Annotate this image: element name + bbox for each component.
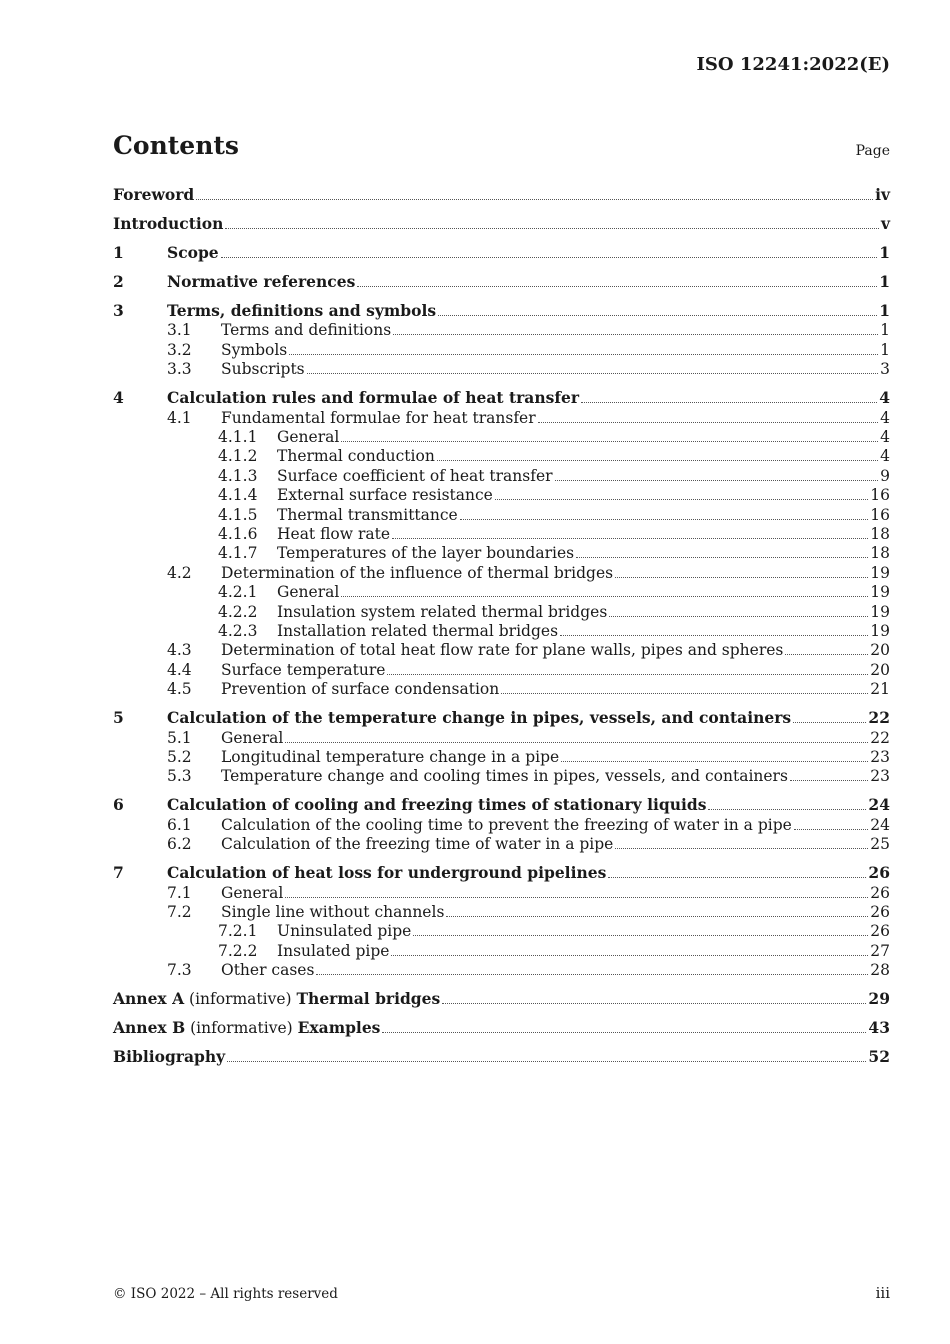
toc-entry-title: Bibliography xyxy=(113,1047,226,1067)
toc-entry-title: Calculation of the cooling time to prevent the freezing of water in a pipe xyxy=(221,815,792,834)
toc-entry[interactable] xyxy=(113,920,890,940)
toc-entry-title: Symbols xyxy=(221,340,288,359)
toc-dot-leader xyxy=(560,635,868,636)
toc-entry-title: Calculation of the freezing time of water in a pipe xyxy=(221,835,614,854)
toc-entry-page: 1 xyxy=(879,243,890,262)
toc-entry-title: Terms, definitions and symbols xyxy=(167,301,437,320)
page-header-doc-id: ISO 12241:2022(E) xyxy=(696,54,890,75)
toc-entry-page: 23 xyxy=(870,767,890,786)
toc-entry-page: 28 xyxy=(870,961,890,980)
toc-entry[interactable] xyxy=(113,562,890,582)
toc-entry-number: 5.2 xyxy=(167,748,192,766)
toc-entry-number: 4.3 xyxy=(167,641,192,660)
toc-dot-leader xyxy=(357,286,877,287)
toc-entry-title: Temperature change and cooling times in pipes, vessels, and containers xyxy=(221,767,788,786)
toc-entry[interactable] xyxy=(113,901,890,921)
toc-entry-title: Subscripts xyxy=(221,360,305,379)
toc-entry-title: Calculation rules and formulae of heat transfer xyxy=(167,388,580,408)
toc-dot-leader xyxy=(608,877,866,878)
toc-entry-number: 5 xyxy=(113,708,124,728)
toc-entry-page: 23 xyxy=(870,748,890,766)
toc-entry[interactable] xyxy=(113,727,890,747)
toc-dot-leader xyxy=(561,761,868,762)
toc-entry-page: 22 xyxy=(868,708,890,728)
toc-entry-page: 19 xyxy=(870,602,890,621)
toc-entry[interactable] xyxy=(113,707,890,727)
toc-dot-leader xyxy=(307,373,878,374)
toc-entry-page: 4 xyxy=(880,447,890,466)
toc-entry-page: 26 xyxy=(870,903,890,921)
toc-entry-page: 16 xyxy=(870,505,890,524)
toc-entry-page: 9 xyxy=(880,466,890,485)
toc-entry-title: Normative references xyxy=(167,272,356,291)
toc-entry[interactable] xyxy=(113,678,890,698)
toc-entry[interactable] xyxy=(113,639,890,659)
toc-dot-leader xyxy=(615,848,868,849)
toc-entry-title: Calculation of cooling and freezing times of stationary liquids xyxy=(167,795,707,815)
page-column-label: Page xyxy=(855,143,890,159)
toc-entry-number: 5.1 xyxy=(167,728,192,747)
toc-entry-title: Single line without channels xyxy=(221,903,445,921)
toc-entry-number: 4.2 xyxy=(167,563,192,582)
toc-entry-title: Calculation of the temperature change in pipes, vessels, and containers xyxy=(167,708,792,728)
toc-entry-number: 4.5 xyxy=(167,680,192,699)
toc-entry-number: 3.2 xyxy=(167,340,192,359)
toc-entry[interactable] xyxy=(113,339,890,359)
toc-entry[interactable] xyxy=(113,601,890,621)
toc-entry-page: 19 xyxy=(870,563,890,582)
toc-entry[interactable] xyxy=(113,484,890,504)
toc-dot-leader xyxy=(285,742,868,743)
toc-dot-leader xyxy=(391,955,868,956)
toc-entry[interactable] xyxy=(113,940,890,960)
toc-entry[interactable] xyxy=(113,862,890,882)
toc-dot-leader xyxy=(501,693,868,694)
toc-entry-title: Insulated pipe xyxy=(277,941,390,960)
toc-entry-page: 19 xyxy=(870,622,890,640)
toc-entry-page: 20 xyxy=(870,660,890,679)
toc-entry-title: Surface temperature xyxy=(221,660,386,679)
toc-entry[interactable] xyxy=(113,1046,890,1066)
footer-page-number: iii xyxy=(875,1284,890,1302)
toc-dot-leader xyxy=(341,596,868,597)
toc-entry-page: 52 xyxy=(868,1047,890,1067)
toc-entry[interactable] xyxy=(113,465,890,485)
toc-entry-number: 4.1.6 xyxy=(218,525,258,543)
toc-entry-title: Installation related thermal bridges xyxy=(277,622,559,640)
toc-entry[interactable] xyxy=(113,988,890,1008)
toc-entry[interactable] xyxy=(113,882,890,902)
toc-entry[interactable] xyxy=(113,620,890,640)
toc-entry[interactable] xyxy=(113,765,890,785)
toc-dot-leader xyxy=(437,460,878,461)
toc-entry-number: 4 xyxy=(113,388,124,408)
toc-dot-leader xyxy=(790,780,868,781)
toc-entry-title: Surface coefficient of heat transfer xyxy=(277,466,553,485)
toc-entry-number: 6 xyxy=(113,795,124,815)
toc-entry-number: 4.1.5 xyxy=(218,505,258,524)
toc-entry[interactable] xyxy=(113,184,890,204)
toc-entry-number: 6.2 xyxy=(167,835,192,854)
toc-entry-title: Annex B (informative) Examples xyxy=(113,1018,381,1038)
toc-entry[interactable] xyxy=(113,814,890,834)
toc-entry-page: 43 xyxy=(868,1018,890,1038)
toc-dot-leader xyxy=(382,1032,866,1033)
toc-entry-page: 27 xyxy=(870,941,890,960)
toc-dot-leader xyxy=(793,722,866,723)
toc-entry-page: 21 xyxy=(870,680,890,699)
toc-entry-title: Terms and definitions xyxy=(221,321,392,340)
toc-entry[interactable] xyxy=(113,387,890,407)
toc-entry-page: 4 xyxy=(880,408,890,427)
toc-dot-leader xyxy=(316,974,868,975)
toc-dot-leader xyxy=(393,334,878,335)
toc-entry-title: General xyxy=(277,583,340,602)
toc-entry[interactable] xyxy=(113,271,890,291)
toc-entry-page: 24 xyxy=(868,795,890,815)
toc-entry-number: 4.2.1 xyxy=(218,583,258,602)
toc-entry-title: Annex A (informative) Thermal bridges xyxy=(113,989,441,1009)
toc-entry-page: 3 xyxy=(880,360,890,379)
toc-entry-page: 26 xyxy=(870,922,890,941)
toc-entry-page: 20 xyxy=(870,641,890,660)
toc-dot-leader xyxy=(708,809,866,810)
toc-entry-number: 4.2.2 xyxy=(218,602,258,621)
toc-entry[interactable] xyxy=(113,523,890,543)
toc-entry-number: 4.2.3 xyxy=(218,622,258,640)
toc-entry-page: 4 xyxy=(879,388,890,408)
toc-entry[interactable] xyxy=(113,746,890,766)
toc-entry-title: Temperatures of the layer boundaries xyxy=(277,544,575,563)
toc-dot-leader xyxy=(495,499,868,500)
toc-entry-page: 18 xyxy=(870,525,890,543)
toc-entry-title: Insulation system related thermal bridges xyxy=(277,602,608,621)
toc-entry-page: 26 xyxy=(868,863,890,883)
toc-entry-page: 29 xyxy=(868,989,890,1009)
toc-entry-number: 7.3 xyxy=(167,961,192,980)
toc-entry-number: 6.1 xyxy=(167,815,192,834)
toc-dot-leader xyxy=(615,577,868,578)
toc-entry-page: 26 xyxy=(870,883,890,902)
toc-entry-number: 4.1.1 xyxy=(218,428,258,446)
toc-entry-number: 4.1.2 xyxy=(218,447,258,466)
toc-entry[interactable] xyxy=(113,242,890,262)
toc-entry-title: External surface resistance xyxy=(277,486,493,505)
toc-entry-page: 18 xyxy=(870,544,890,563)
toc-dot-leader xyxy=(341,441,878,442)
toc-entry-title: Scope xyxy=(167,243,219,262)
toc-entry[interactable] xyxy=(113,1017,890,1037)
toc-entry-page: 24 xyxy=(870,815,890,834)
toc-entry-title: General xyxy=(221,728,284,747)
toc-dot-leader xyxy=(609,616,868,617)
toc-entry-number: 4.4 xyxy=(167,660,192,679)
toc-entry[interactable] xyxy=(113,581,890,601)
toc-entry[interactable] xyxy=(113,794,890,814)
toc-dot-leader xyxy=(446,916,868,917)
toc-dot-leader xyxy=(225,228,879,229)
toc-entry-page: 1 xyxy=(879,301,890,320)
toc-entry-title: Heat flow rate xyxy=(277,525,391,543)
toc-entry-number: 2 xyxy=(113,272,124,291)
toc-entry-number: 4.1.3 xyxy=(218,466,258,485)
toc-dot-leader xyxy=(438,315,877,316)
toc-entry-title: General xyxy=(277,428,340,446)
toc-entry-title: Uninsulated pipe xyxy=(277,922,412,941)
toc-entry[interactable] xyxy=(113,445,890,465)
toc-entry[interactable] xyxy=(113,959,890,979)
toc-entry-page: iv xyxy=(875,185,890,204)
toc-entry-number: 3.3 xyxy=(167,360,192,379)
toc-entry-page: 4 xyxy=(880,428,890,446)
toc-entry-number: 7.2.2 xyxy=(218,941,258,960)
toc-dot-leader xyxy=(227,1061,866,1062)
toc-entry-page: 1 xyxy=(879,272,890,291)
toc-entry-number: 7.2.1 xyxy=(218,922,258,941)
toc-entry-title: Determination of total heat flow rate for plane walls, pipes and spheres xyxy=(221,641,784,660)
toc-entry[interactable] xyxy=(113,833,890,853)
toc-entry[interactable] xyxy=(113,659,890,679)
toc-entry-title: Thermal transmittance xyxy=(277,505,458,524)
toc-entry-title: Determination of the influence of thermal bridges xyxy=(221,563,614,582)
toc-entry-number: 7 xyxy=(113,863,124,883)
toc-dot-leader xyxy=(289,354,878,355)
toc-dot-leader xyxy=(221,257,878,258)
toc-entry-title: Prevention of surface condensation xyxy=(221,680,500,699)
toc-entry-page: 16 xyxy=(870,486,890,505)
toc-entry-number: 7.2 xyxy=(167,903,192,921)
footer-copyright: © ISO 2022 – All rights reserved xyxy=(113,1286,338,1302)
toc-entry-number: 1 xyxy=(113,243,124,262)
toc-entry-title: Fundamental formulae for heat transfer xyxy=(221,408,536,427)
toc-dot-leader xyxy=(555,480,879,481)
toc-dot-leader xyxy=(581,402,877,403)
toc-dot-leader xyxy=(285,897,868,898)
toc-entry-number: 3 xyxy=(113,301,124,320)
toc-entry-page: 22 xyxy=(870,728,890,747)
toc-entry[interactable] xyxy=(113,542,890,562)
toc-entry-number: 5.3 xyxy=(167,767,192,786)
toc-entry-number: 7.1 xyxy=(167,883,192,902)
toc-dot-leader xyxy=(794,829,868,830)
toc-entry[interactable] xyxy=(113,319,890,339)
toc-entry-page: 19 xyxy=(870,583,890,602)
toc-entry[interactable] xyxy=(113,426,890,446)
toc-dot-leader xyxy=(413,935,868,936)
page-title: Contents xyxy=(113,131,240,160)
toc-entry[interactable] xyxy=(113,504,890,524)
toc-dot-leader xyxy=(387,674,868,675)
toc-entry-title: Foreword xyxy=(113,185,195,204)
toc-dot-leader xyxy=(442,1003,866,1004)
toc-entry-title: Thermal conduction xyxy=(277,447,435,466)
toc-entry[interactable] xyxy=(113,300,890,320)
toc-entry-title: Calculation of heat loss for underground pipelines xyxy=(167,863,607,883)
toc-dot-leader xyxy=(785,654,868,655)
toc-entry[interactable] xyxy=(113,213,890,233)
toc-entry-title: Other cases xyxy=(221,961,315,980)
toc-entry-page: 25 xyxy=(870,835,890,854)
toc-entry-number: 4.1.7 xyxy=(218,544,258,563)
toc-entry-number: 3.1 xyxy=(167,321,192,340)
toc-entry-number: 4.1 xyxy=(167,408,192,427)
toc-entry-page: v xyxy=(880,214,890,233)
toc-dot-leader xyxy=(196,199,873,200)
toc-entry-title: Longitudinal temperature change in a pipe xyxy=(221,748,560,766)
toc-dot-leader xyxy=(392,538,868,539)
toc-dot-leader xyxy=(576,557,868,558)
toc-entry-page: 1 xyxy=(880,321,890,340)
toc-entry[interactable] xyxy=(113,358,890,378)
toc-entry-page: 1 xyxy=(880,340,890,359)
toc-dot-leader xyxy=(538,422,878,423)
toc-entry-title: Introduction xyxy=(113,214,224,233)
toc-entry-title: General xyxy=(221,883,284,902)
toc-entry[interactable] xyxy=(113,407,890,427)
toc-entry-number: 4.1.4 xyxy=(218,486,258,505)
toc-dot-leader xyxy=(460,519,869,520)
